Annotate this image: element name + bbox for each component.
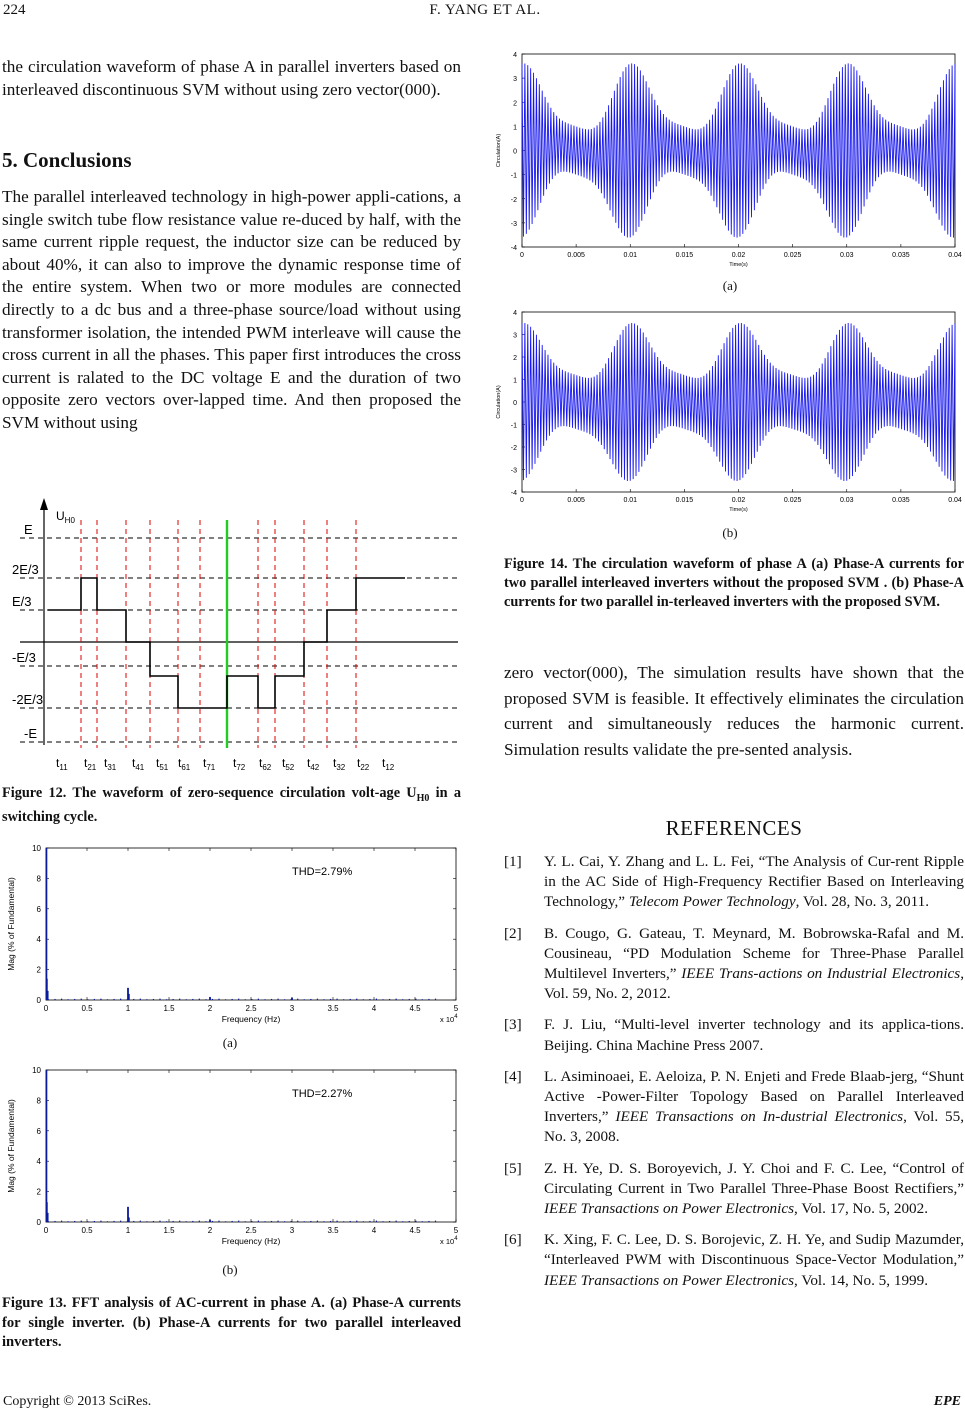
y-tick-label: 3 — [513, 76, 517, 84]
fft-bar-small — [146, 999, 147, 1000]
fft-bar-small — [179, 1221, 180, 1222]
fft-bar-small — [291, 1221, 292, 1222]
x-tick-label: 2 — [207, 1226, 213, 1235]
reference-number: [5] — [504, 1159, 522, 1177]
reference-item — [504, 1159, 964, 1220]
fft-bar-small — [277, 999, 278, 1000]
fft-bar-small — [389, 1221, 390, 1222]
y-tick-label: 2 — [513, 355, 517, 362]
y-axis-label: Mag (% of Fundamental) — [6, 1099, 16, 1193]
fft-bar-small — [205, 999, 206, 1000]
y-tick-label: 1 — [513, 124, 517, 132]
fft-bar-small — [94, 999, 95, 1000]
fft-bar-small — [192, 1221, 193, 1222]
figure12-time-lines — [81, 520, 356, 748]
time-label: $t_{21}$ — [84, 756, 97, 772]
y-tick-label: -1 — [510, 422, 517, 430]
references-list — [504, 852, 964, 1302]
level-label: -2E/3 — [12, 692, 44, 707]
fft-bar — [47, 1213, 49, 1222]
fft-bar-small — [369, 1221, 370, 1222]
y-tick-label: 4 — [513, 52, 517, 59]
fft-bar-small — [337, 999, 338, 1000]
x-tick-label: 2.5 — [245, 1226, 257, 1235]
level-label: E — [24, 522, 33, 537]
fft-bar-small — [337, 1221, 338, 1222]
x-tick-label: 0.025 — [783, 252, 802, 259]
y-axis-label: Circulation(A) — [496, 385, 502, 419]
fft-bar-small — [232, 1221, 233, 1222]
fft-bar-small — [389, 999, 390, 1000]
fft-bar-small — [74, 999, 75, 1000]
y-tick-label: 0 — [513, 400, 517, 407]
fft-bar-small — [107, 999, 108, 1000]
fft-bar-small — [363, 999, 364, 1000]
x-tick-label: 2.5 — [245, 1004, 257, 1013]
fft-bar-small — [422, 1221, 423, 1222]
fft-bar-small — [212, 1221, 213, 1222]
y-tick-label: 2 — [36, 1187, 41, 1197]
fft-bar-small — [317, 999, 318, 1000]
fft-bar-small — [415, 1221, 416, 1222]
reference-details: , Vol. 14, No. 5, 1999. — [794, 1271, 929, 1289]
fft-bar-small — [428, 1221, 429, 1222]
fft-bar-small — [133, 1221, 134, 1222]
fft-bar-small — [232, 999, 233, 1000]
fft-bar-small — [87, 999, 88, 1000]
reference-journal: IEEE Transactions on Power Electronics — [544, 1200, 795, 1218]
fft-bar-small — [94, 1221, 95, 1222]
fft-bar-small — [304, 999, 305, 1000]
x-tick-label: 0.03 — [839, 497, 854, 504]
time-label: $t_{41}$ — [132, 756, 145, 772]
fft-bar-small — [199, 1221, 200, 1222]
x-axis-label: Time(s) — [729, 262, 748, 268]
y-tick-label: -4 — [510, 245, 517, 252]
fft-bar-small — [245, 1221, 246, 1222]
fft-bar-small — [422, 999, 423, 1000]
figure13a-fft-chart — [0, 840, 470, 1030]
time-label: $t_{71}$ — [203, 756, 216, 772]
x-tick-label: 0.015 — [675, 497, 694, 504]
fft-bar-small — [120, 999, 121, 1000]
reference-number: [2] — [504, 924, 522, 942]
time-label: $t_{11}$ — [56, 756, 68, 772]
fft-bar-small — [435, 1221, 436, 1222]
x-tick-label: 0.01 — [623, 252, 638, 259]
fft-bar-small — [113, 1221, 114, 1222]
fft-bar-small — [218, 999, 219, 1000]
x-tick-label: 4 — [371, 1004, 377, 1013]
fft-bar-small — [363, 1221, 364, 1222]
time-label: $t_{32}$ — [333, 756, 346, 772]
x-axis-label: Time(s) — [729, 507, 748, 513]
fft-bar-small — [330, 999, 331, 1000]
fft-bar-small — [343, 1221, 344, 1222]
figure13-caption: Figure 13. FFT analysis of AC-current in phase A. (a) Phase-A currents for single inverter. (b) Phase-A currents for two parallel interleaved inverters. — [2, 1295, 461, 1350]
footer-journal: EPE — [933, 1394, 961, 1409]
y-tick-label: 1 — [513, 377, 517, 385]
figure12-caption: Figure 12. The waveform of zero-sequence circulation volt-age $U_{H0}$ in a switching cycle. — [2, 785, 461, 825]
x-tick-label: 0.04 — [948, 497, 962, 504]
fft-bar-small — [435, 999, 436, 1000]
level-label: 2E/3 — [12, 562, 39, 577]
x-axis-label: Frequency (Hz) — [221, 1014, 281, 1024]
x-tick-label: 5 — [453, 1004, 459, 1013]
thd-annotation: THD=2.27% — [292, 1088, 353, 1100]
fft-bar-small — [238, 999, 239, 1000]
fft-bar-small — [192, 999, 193, 1000]
fft-bar-small — [382, 999, 383, 1000]
y-tick-label: -2 — [510, 196, 517, 204]
fft-bar-small — [54, 1221, 55, 1222]
y-tick-label: 0 — [36, 1218, 41, 1227]
level-label: -E/3 — [12, 650, 36, 665]
x-multiplier: x $10^4$ — [440, 1014, 458, 1024]
x-tick-label: 5 — [453, 1226, 459, 1235]
fft-bar-small — [317, 1221, 318, 1222]
x-tick-label: 0.01 — [623, 497, 638, 504]
thd-annotation: THD=2.79% — [292, 866, 353, 878]
intro-paragraph: the circulation waveform of phase A in parallel inverters based on interleaved discontinuous SVM without using zero vector(000). — [2, 57, 461, 99]
reference-number: [1] — [504, 853, 522, 870]
y-tick-label: 4 — [36, 1157, 41, 1167]
fft-bar-small — [369, 999, 370, 1000]
fft-bar-small — [304, 1221, 305, 1222]
y-tick-label: 2 — [513, 100, 517, 108]
fft-bar-small — [356, 999, 357, 1000]
plot-frame — [46, 848, 456, 1000]
fft-bar-small — [356, 1221, 357, 1222]
fft-bar-small — [409, 999, 410, 1000]
fft-bar-small — [100, 1221, 101, 1222]
fft-bar-small — [127, 999, 128, 1000]
fft-bar-small — [396, 1221, 397, 1222]
time-label: $t_{31}$ — [104, 756, 117, 772]
figure12-level-lines — [12, 522, 458, 742]
fft-bar-small — [251, 1221, 252, 1222]
reference-text: Z. H. Ye, D. S. Boroyevich, J. Y. Choi and F. C. Lee, “Control of Circulating Current in Two Parallel Three-Phase Boost Rectifiers,” — [544, 1159, 964, 1197]
fft-bar-small — [271, 999, 272, 1000]
fft-bar-small — [271, 1221, 272, 1222]
fft-bar-small — [251, 999, 252, 1000]
fft-bar-small — [140, 1221, 141, 1222]
fft-bar-small — [350, 1221, 351, 1222]
y-tick-label: 4 — [36, 935, 41, 945]
fft-bar — [209, 1220, 211, 1222]
x-tick-label: 4 — [371, 1226, 377, 1235]
reference-journal: IEEE Transactions on In-dustrial Electronics — [615, 1108, 904, 1126]
time-label: $t_{62}$ — [259, 756, 272, 772]
x-tick-label: 0.5 — [81, 1004, 93, 1013]
reference-text: Y. L. Cai, Y. Zhang and L. L. Fei, “The Analysis of Cur-rent Ripple in the AC Side of High-Frequency Rectifier Based on Interleaving Technology,” — [544, 853, 964, 911]
x-tick-label: 2 — [207, 1004, 213, 1013]
fft-bar-small — [218, 1221, 219, 1222]
level-label: E/3 — [12, 594, 32, 609]
reference-item — [504, 1067, 964, 1148]
reference-number: [6] — [504, 1231, 522, 1249]
reference-number: [3] — [504, 1016, 522, 1034]
x-tick-label: 4.5 — [409, 1226, 421, 1235]
fft-bar-small — [238, 1221, 239, 1222]
fft-bar-small — [350, 999, 351, 1000]
fft-bar-small — [186, 999, 187, 1000]
level-label: -E — [24, 726, 37, 741]
fft-bar-small — [277, 1221, 278, 1222]
figure12-axis-label: $U_{H0}$ — [56, 509, 75, 525]
fft-bar-small — [166, 999, 167, 1000]
figure13a-label: (a) — [222, 1035, 238, 1050]
y-tick-label: -3 — [510, 467, 517, 475]
fft-bar-small — [291, 999, 292, 1000]
fft-bar-small — [264, 1221, 265, 1222]
fft-bar-small — [54, 999, 55, 1000]
fft-bar-small — [428, 999, 429, 1000]
fft-bar-small — [343, 999, 344, 1000]
x-tick-label: 0 — [520, 252, 524, 259]
fft-bar-small — [159, 1221, 160, 1222]
x-axis-label: Frequency (Hz) — [221, 1236, 281, 1246]
x-tick-label: 3 — [289, 1004, 295, 1013]
fft-bar-small — [409, 1221, 410, 1222]
fft-bar-small — [284, 999, 285, 1000]
y-tick-label: 10 — [32, 1066, 41, 1075]
fft-bar-small — [173, 1221, 174, 1222]
fft-bar-small — [81, 1221, 82, 1222]
fft-bar-small — [81, 999, 82, 1000]
fft-bar-small — [199, 999, 200, 1000]
fft-bar-small — [245, 999, 246, 1000]
y-tick-label: 0 — [36, 996, 41, 1005]
fft-bar-small — [186, 1221, 187, 1222]
running-title: F. YANG ET AL. — [429, 2, 541, 18]
fft-bar — [46, 848, 48, 1000]
fft-bar-small — [133, 999, 134, 1000]
y-tick-label: 3 — [513, 332, 517, 340]
time-label: $t_{12}$ — [382, 756, 395, 772]
fft-bar-small — [310, 1221, 311, 1222]
fft-bar-small — [68, 999, 69, 1000]
reference-number: [4] — [504, 1067, 522, 1085]
y-tick-label: 10 — [32, 844, 41, 853]
references-heading: REFERENCES — [665, 816, 803, 840]
reference-details: , Vol. 55, No. 3, 2008. — [544, 1108, 964, 1146]
x-tick-label: 0.04 — [948, 252, 962, 259]
y-tick-label: 6 — [36, 904, 41, 914]
x-tick-label: 3.5 — [327, 1226, 339, 1235]
reference-text: F. J. Liu, “Multi-level inverter technology and its applica-tions. Beijing. China Machine Press 2007. — [544, 1016, 964, 1054]
x-tick-label: 0.005 — [567, 252, 585, 259]
reference-details: , Vol. 59, No. 2, 2012. — [544, 965, 965, 1003]
fft-bar-small — [179, 999, 180, 1000]
time-label: $t_{42}$ — [307, 756, 320, 772]
y-tick-label: 6 — [36, 1126, 41, 1136]
fft-bar-small — [205, 1221, 206, 1222]
x-tick-label: 0.005 — [567, 497, 585, 504]
y-tick-label: -1 — [510, 172, 517, 180]
fft-bar-small — [107, 1221, 108, 1222]
fft-bar — [128, 1217, 130, 1222]
fft-bar-small — [330, 1221, 331, 1222]
footer-copyright: Copyright © 2013 SciRes. — [3, 1394, 152, 1409]
fft-bar-small — [310, 999, 311, 1000]
figure14a-circulation-chart — [490, 40, 965, 275]
y-tick-label: 8 — [36, 874, 41, 884]
x-tick-label: 0.035 — [892, 252, 910, 259]
fft-bar-small — [48, 999, 49, 1000]
figure14-caption: Figure 14. The circulation waveform of phase A (a) Phase-A currents for two parallel interleaved inverters without the proposed SVM . (b) Phase-A currents for two parallel in-terleaved inverters with the proposed SVM. — [504, 556, 964, 610]
fft-bar-small — [376, 1221, 377, 1222]
reference-journal: Telecom Power Technology — [628, 893, 796, 911]
x-tick-label: 4.5 — [409, 1004, 421, 1013]
figure14a-label: (a) — [722, 278, 738, 293]
y-tick-label: 8 — [36, 1096, 41, 1106]
time-label: $t_{22}$ — [357, 756, 370, 772]
figure12-time-labels — [56, 756, 395, 772]
fft-bar-small — [146, 1221, 147, 1222]
conclusion-paragraph: The parallel interleaved technology in high-power appli-cations, a single switch tube flow resistance value re-duced by half, with the same current ripple request, the inductor size can be reduced by about 40%, it can also to improve the dynamic response time of the entire system. When two or more modules are connected directly to a dc bus and a three-phase source/load without using transformer isolation, the intended PWM interleave will cause the cross current in all the phases. This paper first introduces the cross current is ralated to the DC voltage E and the duration of two opposite zero vectors over-lapped time. And then proposed the SVM without using — [2, 187, 461, 432]
fft-bar-small — [61, 1221, 62, 1222]
fft-bar-small — [153, 999, 154, 1000]
x-tick-label: 3.5 — [327, 1004, 339, 1013]
figure14b-circulation-chart — [490, 298, 965, 520]
continuation-paragraph: zero vector(000), The simulation results have shown that the proposed SVM is feasible. It effectively eliminates the circulation current and simultaneously reduces the harmonic current. Simulation results validate the pre-sented analysis. — [504, 663, 964, 759]
fft-bar-small — [212, 999, 213, 1000]
section-heading: 5. Conclusions — [2, 148, 132, 172]
x-multiplier: x $10^4$ — [440, 1236, 458, 1246]
y-tick-label: -2 — [510, 445, 517, 452]
fft-bar-small — [127, 1221, 128, 1222]
fft-bar-small — [140, 999, 141, 1000]
fft-bar-small — [415, 999, 416, 1000]
y-tick-label: -4 — [510, 490, 517, 497]
x-tick-label: 0.03 — [839, 252, 854, 259]
page-number: 224 — [3, 2, 26, 18]
x-tick-label: 0.5 — [81, 1226, 93, 1235]
fft-bar-small — [173, 999, 174, 1000]
plot-frame — [46, 1070, 456, 1222]
figure14b-label: (b) — [722, 525, 738, 540]
y-tick-label: 4 — [513, 310, 517, 317]
fft-bar-small — [323, 1221, 324, 1222]
reference-text: B. Cougo, G. Gateau, T. Meynard, M. Bobrowska-Rafal and M. Cousineau, “PD Modulation Scheme for Three-Phase Parallel Multilevel Inverters,” — [544, 924, 964, 983]
fft-bar-small — [396, 999, 397, 1000]
fft-bar-small — [159, 999, 160, 1000]
reference-item — [504, 924, 964, 1005]
reference-text: K. Xing, F. C. Lee, D. S. Borojevic, Z. H. Ye, and Sudip Mazumder, “Interleaved PWM with Discontinuous Space-Vector Modulation,” — [544, 1231, 964, 1269]
fft-bar-small — [284, 1221, 285, 1222]
fft-bar — [128, 994, 130, 1000]
figure12-diagram — [0, 490, 470, 790]
fft-bar-small — [100, 999, 101, 1000]
reference-item — [504, 1230, 964, 1291]
fft-bar-small — [153, 1221, 154, 1222]
reference-item — [504, 1015, 964, 1055]
time-label: $t_{61}$ — [178, 756, 191, 772]
fft-bar-small — [402, 999, 403, 1000]
reference-item — [504, 852, 964, 913]
fft-bar — [46, 1070, 48, 1222]
fft-bar-small — [113, 999, 114, 1000]
x-tick-label: 0.02 — [731, 252, 746, 259]
fft-bar-small — [225, 999, 226, 1000]
figure13b-label: (b) — [222, 1262, 238, 1277]
x-tick-label: 0 — [43, 1004, 49, 1013]
fft-bar-small — [376, 999, 377, 1000]
fft-bar-small — [382, 1221, 383, 1222]
fft-bar-small — [120, 1221, 121, 1222]
fft-bar — [47, 991, 49, 1000]
x-tick-label: 3 — [289, 1226, 295, 1235]
x-tick-label: 1 — [125, 1226, 131, 1235]
fft-bar — [209, 997, 211, 1000]
time-label: $t_{52}$ — [282, 756, 295, 772]
x-tick-label: 0 — [520, 497, 524, 504]
x-tick-label: 0.025 — [783, 497, 802, 504]
time-label: $t_{51}$ — [156, 756, 169, 772]
x-tick-label: 0.02 — [731, 497, 746, 504]
fft-bar-small — [48, 1221, 49, 1222]
fft-bar-small — [402, 1221, 403, 1222]
reference-journal: IEEE Trans-actions on Industrial Electronics — [681, 965, 961, 983]
x-tick-label: 1 — [125, 1004, 131, 1013]
fft-bar-small — [258, 999, 259, 1000]
y-axis-label: Mag (% of Fundamental) — [6, 877, 16, 971]
x-tick-label: 1.5 — [163, 1004, 175, 1013]
fft-bar-small — [68, 1221, 69, 1222]
fft-bar-small — [74, 1221, 75, 1222]
time-label: $t_{72}$ — [233, 756, 246, 772]
fft-bar-small — [166, 1221, 167, 1222]
fft-bar-small — [61, 999, 62, 1000]
fft-bar-small — [323, 999, 324, 1000]
x-tick-label: 0.035 — [892, 497, 910, 504]
reference-text: L. Asiminoaei, E. Aeloiza, P. N. Enjeti and Frede Blaab-jerg, “Shunt Active -Power-Filter Topology Based on Parallel Interleaved Inverters,” — [544, 1067, 964, 1126]
reference-details: , Vol. 28, No. 3, 2011. — [795, 893, 930, 911]
x-tick-label: 0.015 — [675, 252, 694, 259]
reference-journal: IEEE Transactions on Power Electronics — [544, 1271, 795, 1289]
fft-bar-small — [225, 1221, 226, 1222]
fft-bar-small — [264, 999, 265, 1000]
fft-bar-small — [297, 999, 298, 1000]
y-tick-label: 0 — [513, 148, 517, 156]
y-tick-label: -3 — [510, 220, 517, 228]
y-axis-label: Circulation(A) — [496, 133, 502, 168]
fft-bar-small — [87, 1221, 88, 1222]
x-tick-label: 1.5 — [163, 1226, 175, 1235]
fft-bar-small — [258, 1221, 259, 1222]
reference-details: , Vol. 17, No. 5, 2002. — [794, 1200, 929, 1218]
fft-bar-small — [297, 1221, 298, 1222]
figure13b-fft-chart — [0, 1062, 470, 1252]
x-tick-label: 0 — [43, 1226, 49, 1235]
y-tick-label: 2 — [36, 965, 41, 975]
